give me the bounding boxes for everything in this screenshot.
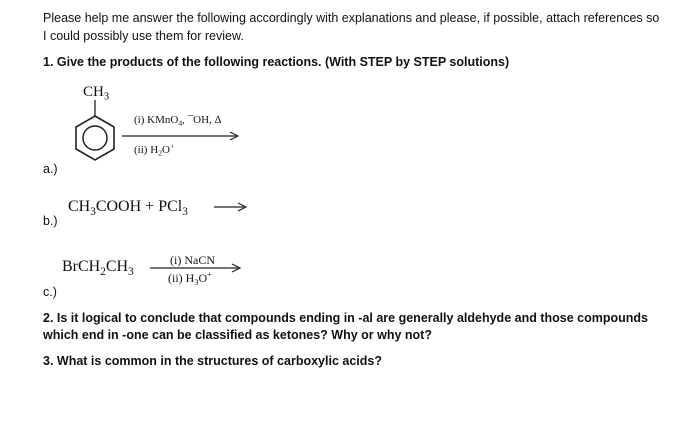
reaction-c-condition-1: (i) NaCN <box>170 253 215 267</box>
hexagon <box>76 116 114 160</box>
reaction-a-label: a.) <box>43 162 58 176</box>
reaction-c-label: c.) <box>43 285 57 299</box>
question-2: 2. Is it logical to conclude that compounds ending in -al are generally aldehyde and those compounds which end in -one can be classified as ketones? Why or why not? <box>43 311 648 342</box>
reaction-b-equation: $CH_3COOH + PCl_3$ <box>68 198 188 218</box>
methyl-label: $CH_3$ <box>83 84 110 103</box>
reaction-b-label: b.) <box>43 214 58 228</box>
reaction-b-arrow <box>214 202 248 212</box>
benzene-ring-structure <box>65 96 125 176</box>
reaction-a-condition-1: (i) KMnO$_4$, ¯OH, Δ <box>134 114 222 128</box>
intro-text: Please help me answer the following accordingly with explanations and please, if possible, attach references so I could possibly use them for review. <box>43 11 660 43</box>
question-3: 3. What is common in the structures of carboxylic acids? <box>43 354 382 368</box>
reaction-a-condition-2: (ii) $H_2O^+$ <box>134 141 175 158</box>
question-1: 1. Give the products of the following reactions. (With STEP by STEP solutions) <box>43 55 510 69</box>
reaction-c-reactant: $BrCH_2CH_3$ <box>62 258 134 278</box>
reaction-c-condition-2: (ii) $H_3O^+$ <box>168 269 212 287</box>
aromatic-circle <box>83 126 107 150</box>
reaction-a-arrow <box>122 131 242 141</box>
